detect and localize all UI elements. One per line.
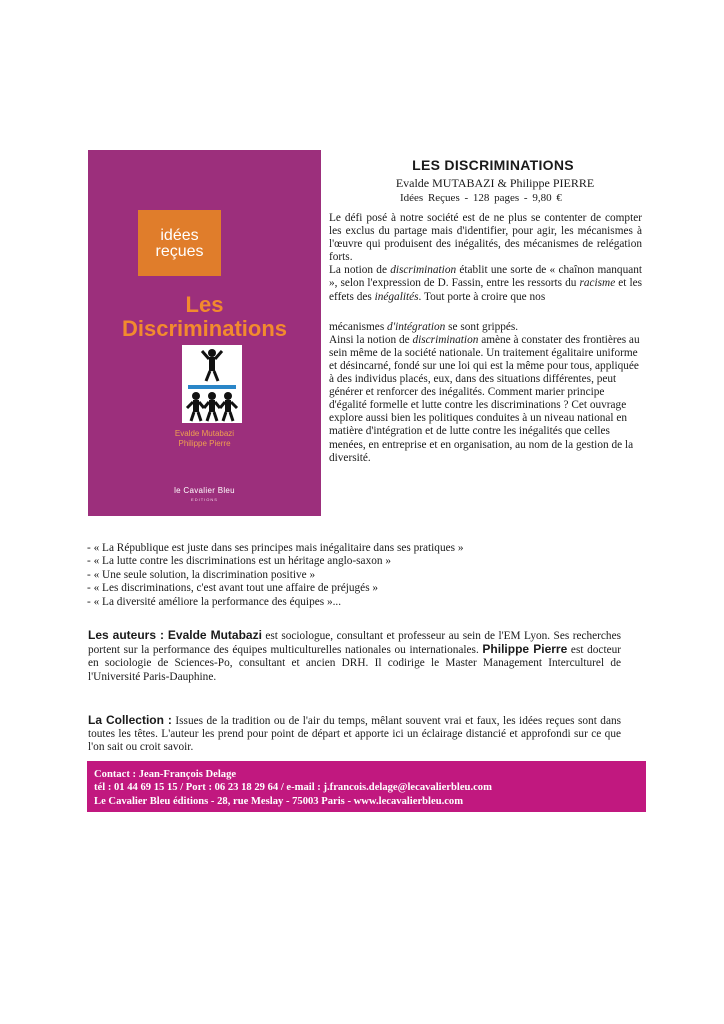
cover-figures-illustration: [182, 345, 242, 423]
book-cover: [88, 150, 321, 516]
text-run: amène à constater des frontières au sein même de la société nationale. Un traitement égalitaire uniforme et désincarné, fondé sur une loi qui est la même pour tous, appliquée à des individus placés, eux, dans des situations différentes, peut générer et renforcer des inégalités. Comment marier principe d'égalité formelle et lutte contre les discriminations ? Cet ouvrage explore aussi bien les politiques conduites à un niveau national en matière d'intégration et de lutte contre les inégalités que celles menées, en entreprise et en organisation, au nom de la gestion de la diversité.: [329, 333, 640, 464]
authors-label: Les auteurs : Evalde Mutabazi: [88, 628, 262, 642]
cover-title-line2: Discriminations: [121, 316, 288, 341]
quote-item: - « Les discriminations, c'est avant tout une affaire de préjugés »: [87, 582, 379, 595]
cover-title: [88, 293, 321, 341]
quote-item: - « Une seule solution, la discrimination positive »: [87, 568, 316, 581]
description-paragraph-4: [329, 334, 642, 465]
collection-label: La Collection :: [88, 713, 172, 727]
contact-name: Contact : Jean-François Delage: [94, 769, 237, 780]
text-run: se sont grippés.: [445, 320, 519, 333]
emphasis: racisme: [579, 277, 616, 290]
contact-phone-email: tél : 01 44 69 15 15 / Port : 06 23 18 29 64 / e-mail : j.francois.delage@lecavalierbleu.com: [94, 782, 492, 794]
quote-item: - « La lutte contre les discriminations est un héritage anglo-saxon »: [87, 555, 391, 568]
text-run: . Tout porte à croire que nos: [418, 290, 546, 303]
text-run: La notion de: [329, 264, 391, 277]
authors-section: [88, 629, 621, 684]
book-meta: Idées Reçues - 128 pages - 9,80 €: [400, 192, 562, 204]
contact-address: Le Cavalier Bleu éditions - 28, rue Meslay - 75003 Paris - www.lecavalierbleu.com: [94, 795, 464, 807]
contact-bar: [87, 761, 646, 812]
collection-section: [88, 714, 621, 755]
cover-collection-tag: [138, 210, 221, 276]
text-run: et les effets des: [329, 277, 642, 303]
text-run: établit une sorte de « chaînon manquant », selon l'expression de D. Fassin, entre les ressorts du: [329, 264, 643, 290]
description-paragraph-3: [329, 321, 642, 334]
emphasis: inégalités: [374, 290, 419, 303]
cover-tag-line1: idées: [160, 227, 199, 244]
text-run: Ainsi la notion de: [329, 333, 413, 346]
emphasis: d'intégration: [387, 320, 446, 333]
emphasis: discrimination: [412, 333, 479, 346]
collection-text: Issues de la tradition ou de l'air du temps, mêlant souvent vrai et faux, les idées reçues sont dans toutes les têtes. L'auteur les prend pour point de départ et apporte ici un éclairage distancié et approfondi sur ce que l'on sait ou croit savoir.: [88, 715, 622, 754]
description-paragraph-2: [329, 264, 642, 303]
cover-author-1: Evalde Mutabazi: [174, 429, 235, 438]
text-run: mécanismes: [329, 320, 388, 333]
authors-text-1: est sociologue, consultant et professeur au sein de l'EM Lyon. Ses recherches portent sur la performance des équipes multiculturelles nationales ou internationales.: [88, 630, 621, 657]
emphasis: discrimination: [390, 264, 457, 277]
cover-tag-line2: reçues: [155, 243, 204, 260]
cover-title-line1: Les: [185, 292, 224, 317]
author-name-2: Philippe Pierre: [482, 642, 568, 657]
cover-author-2: Philippe Pierre: [178, 439, 231, 448]
stick-figures-icon: [182, 345, 242, 423]
cover-publisher: le Cavalier Bleu: [174, 486, 235, 495]
paragraph-gap: [329, 304, 642, 321]
cover-authors: [88, 429, 321, 449]
quote-item: - « La diversité améliore la performance des équipes »...: [87, 595, 342, 608]
quote-list: [87, 542, 647, 609]
book-authors: Evalde MUTABAZI & Philippe PIERRE: [395, 176, 595, 190]
quote-item: - « La République est juste dans ses principes mais inégalitaire dans ses pratiques »: [87, 542, 464, 554]
description-paragraph-1: Le défi posé à notre société est de ne plus se contenter de compter les exclus du partage mais d'identifier, pour agir, les mécanismes à l'œuvre qui produisent des inégalités, des mécanismes de relégation forts.: [329, 212, 642, 264]
authors-text-2: est docteur en sociologie de Sciences-Po, consultant et ancien DRH. Il codirige le Master Management Interculturel de l'Université Paris-Dauphine.: [88, 644, 622, 683]
book-description: [329, 212, 642, 465]
cover-publisher-sub: EDITIONS: [191, 497, 218, 502]
book-title: LES DISCRIMINATIONS: [412, 157, 574, 173]
